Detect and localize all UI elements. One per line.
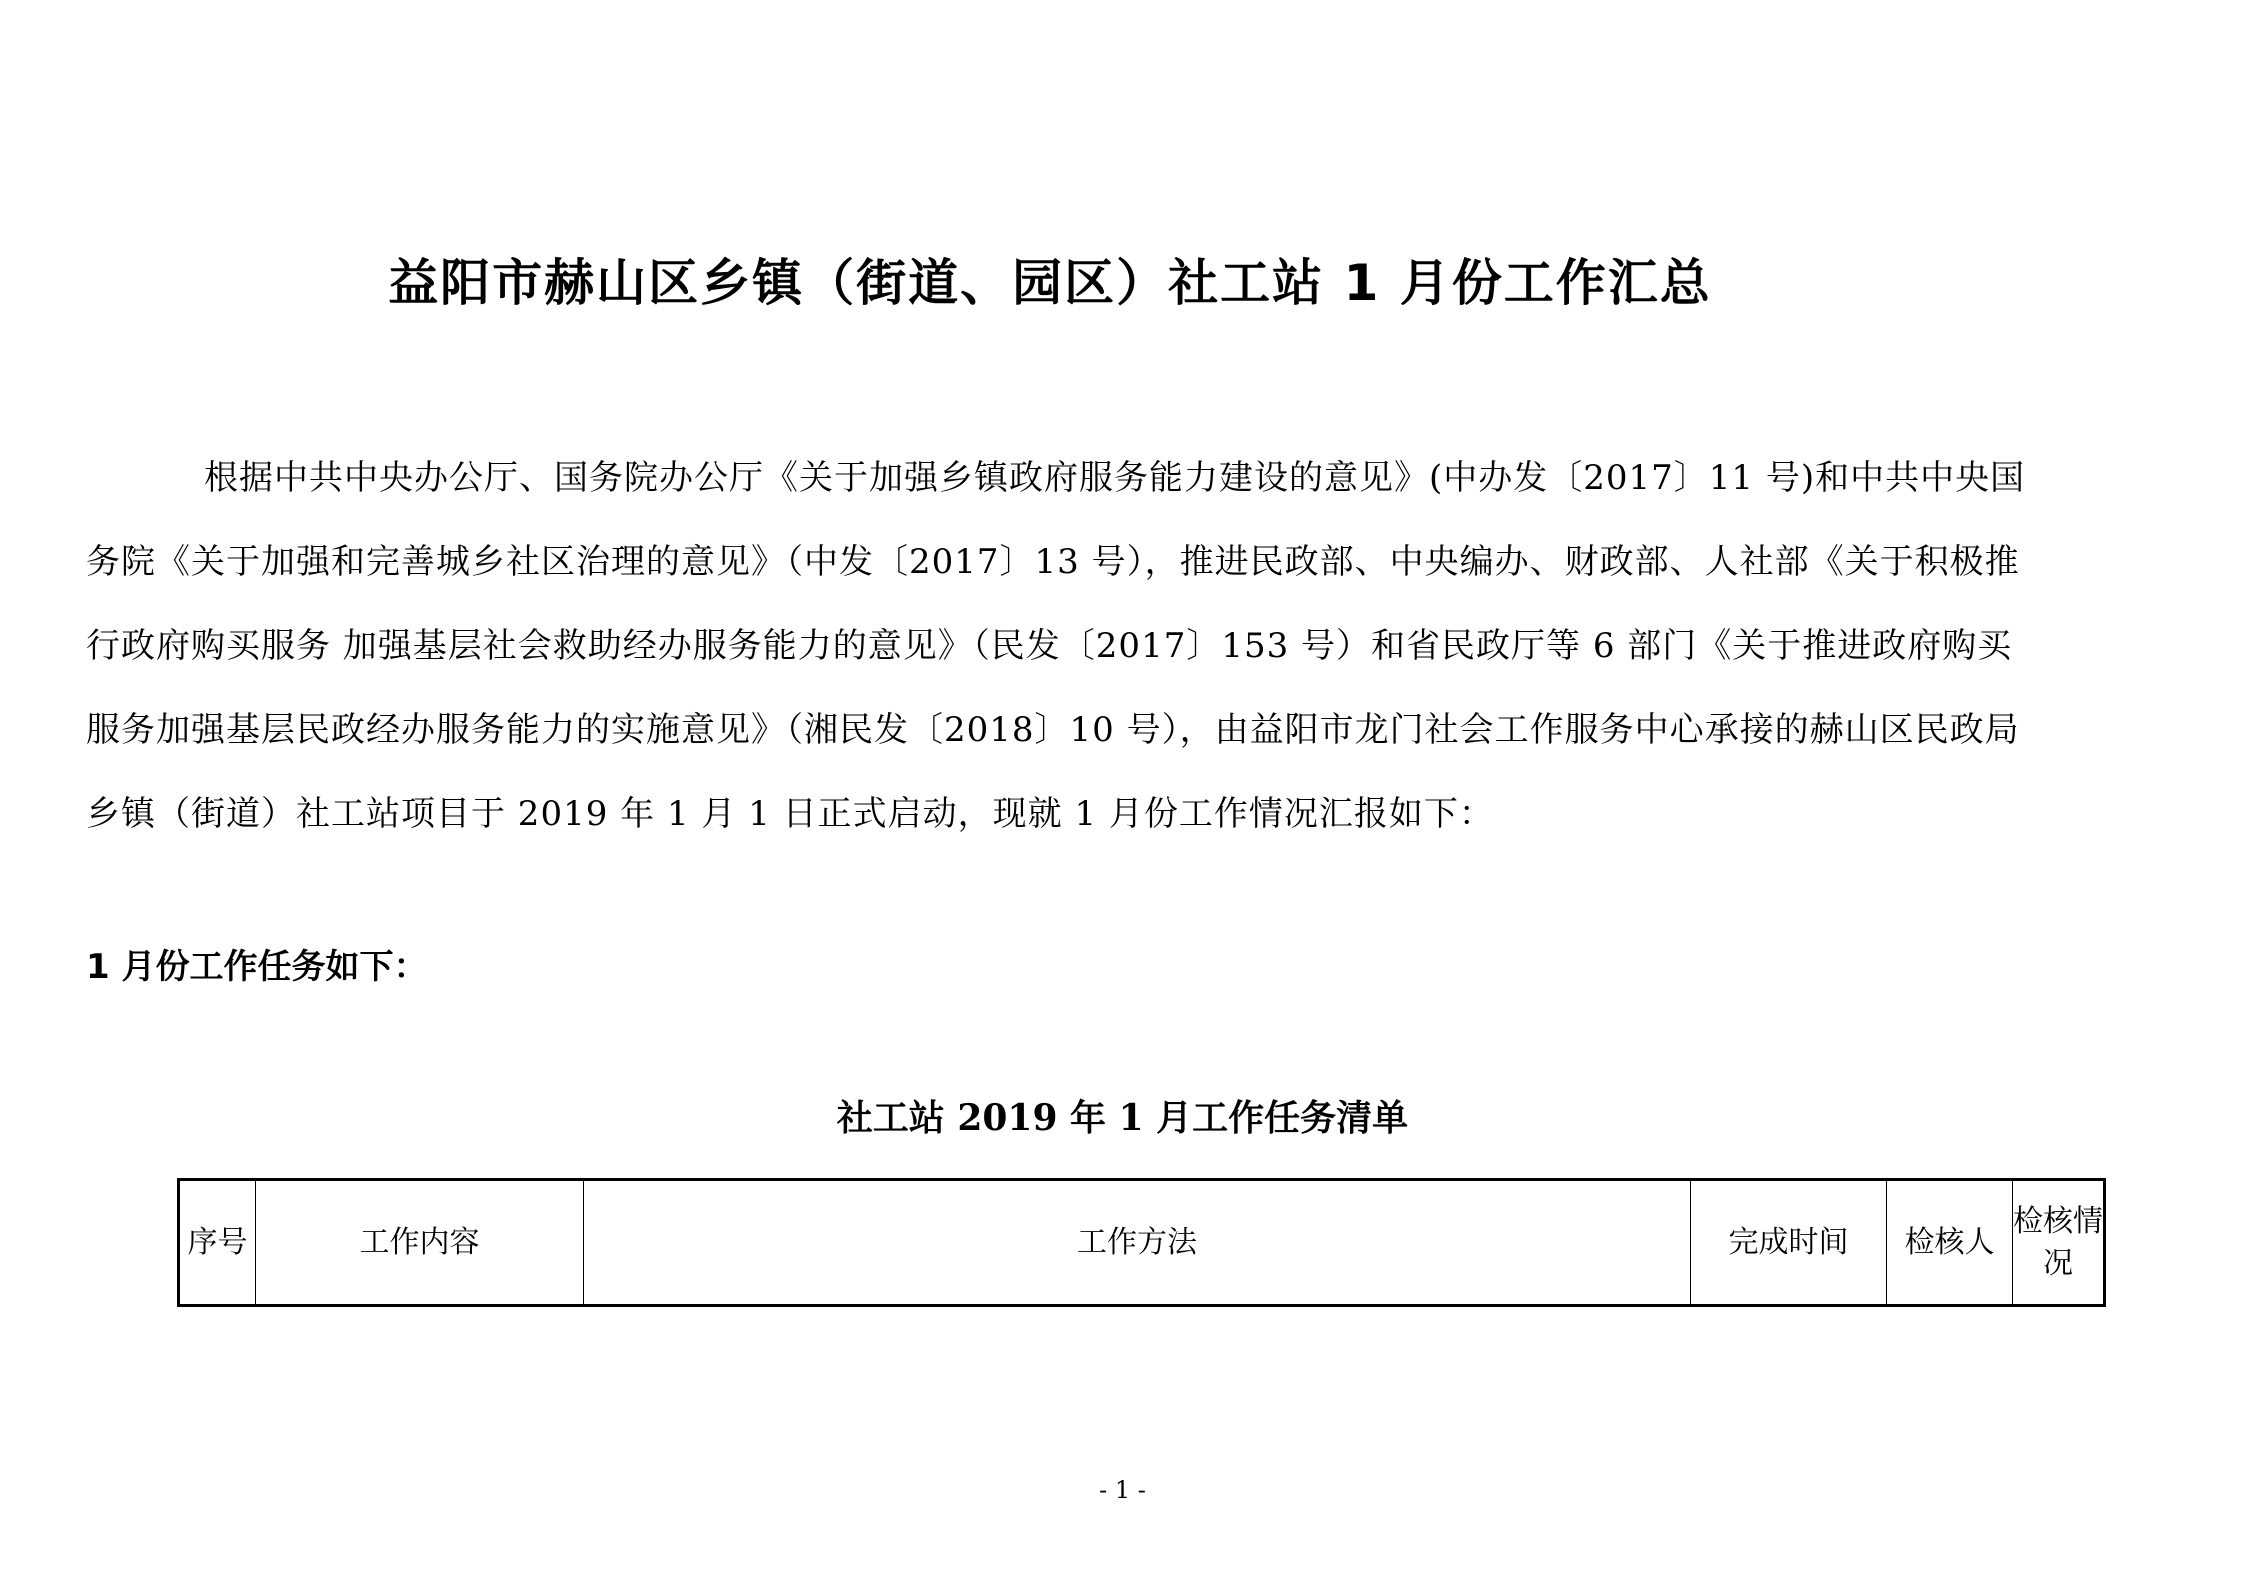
intro-paragraph-block bbox=[86, 436, 2046, 856]
header-method: 工作方法 bbox=[584, 1180, 1691, 1306]
header-seq: 序号 bbox=[179, 1180, 256, 1306]
section-subheading: 1 月份工作任务如下： bbox=[86, 947, 428, 987]
table-title: 社工站 2019 年 1 月工作任务清单 bbox=[836, 1097, 1409, 1139]
task-table bbox=[177, 1178, 2106, 1307]
header-checker: 检核人 bbox=[1887, 1180, 2013, 1306]
document-title: 益阳市赫山区乡镇（街道、园区）社工站 1 月份工作汇总 bbox=[388, 254, 1712, 312]
header-time: 完成时间 bbox=[1691, 1180, 1887, 1306]
header-content: 工作内容 bbox=[256, 1180, 584, 1306]
page-number: - 1 - bbox=[1099, 1476, 1146, 1504]
intro-paragraph: 根据中共中央办公厅、国务院办公厅《关于加强乡镇政府服务能力建设的意见》(中办发〔2017〕11 号)和中共中央国务院《关于加强和完善城乡社区治理的意见》（中发〔2017〕13 号），推进民政部、中央编办、财政部、人社部《关于积极推行政府购买服务 加强基层社会救助经办服务能力的意见》（民发〔2017〕153 号）和省民政厅等 6 部门《关于推进政府购买服务加强基层民政经办服务能力的实施意见》（湘民发〔2018〕10 号），由益阳市龙门社会工作服务中心承接的赫山区民政局乡镇（街道）社工站项目于 2019 年 1 月 1 日正式启动，现就 1 月份工作情况汇报如下： bbox=[86, 458, 2026, 834]
table-header-row bbox=[179, 1180, 2105, 1306]
header-status: 检核情况 bbox=[2013, 1180, 2105, 1306]
